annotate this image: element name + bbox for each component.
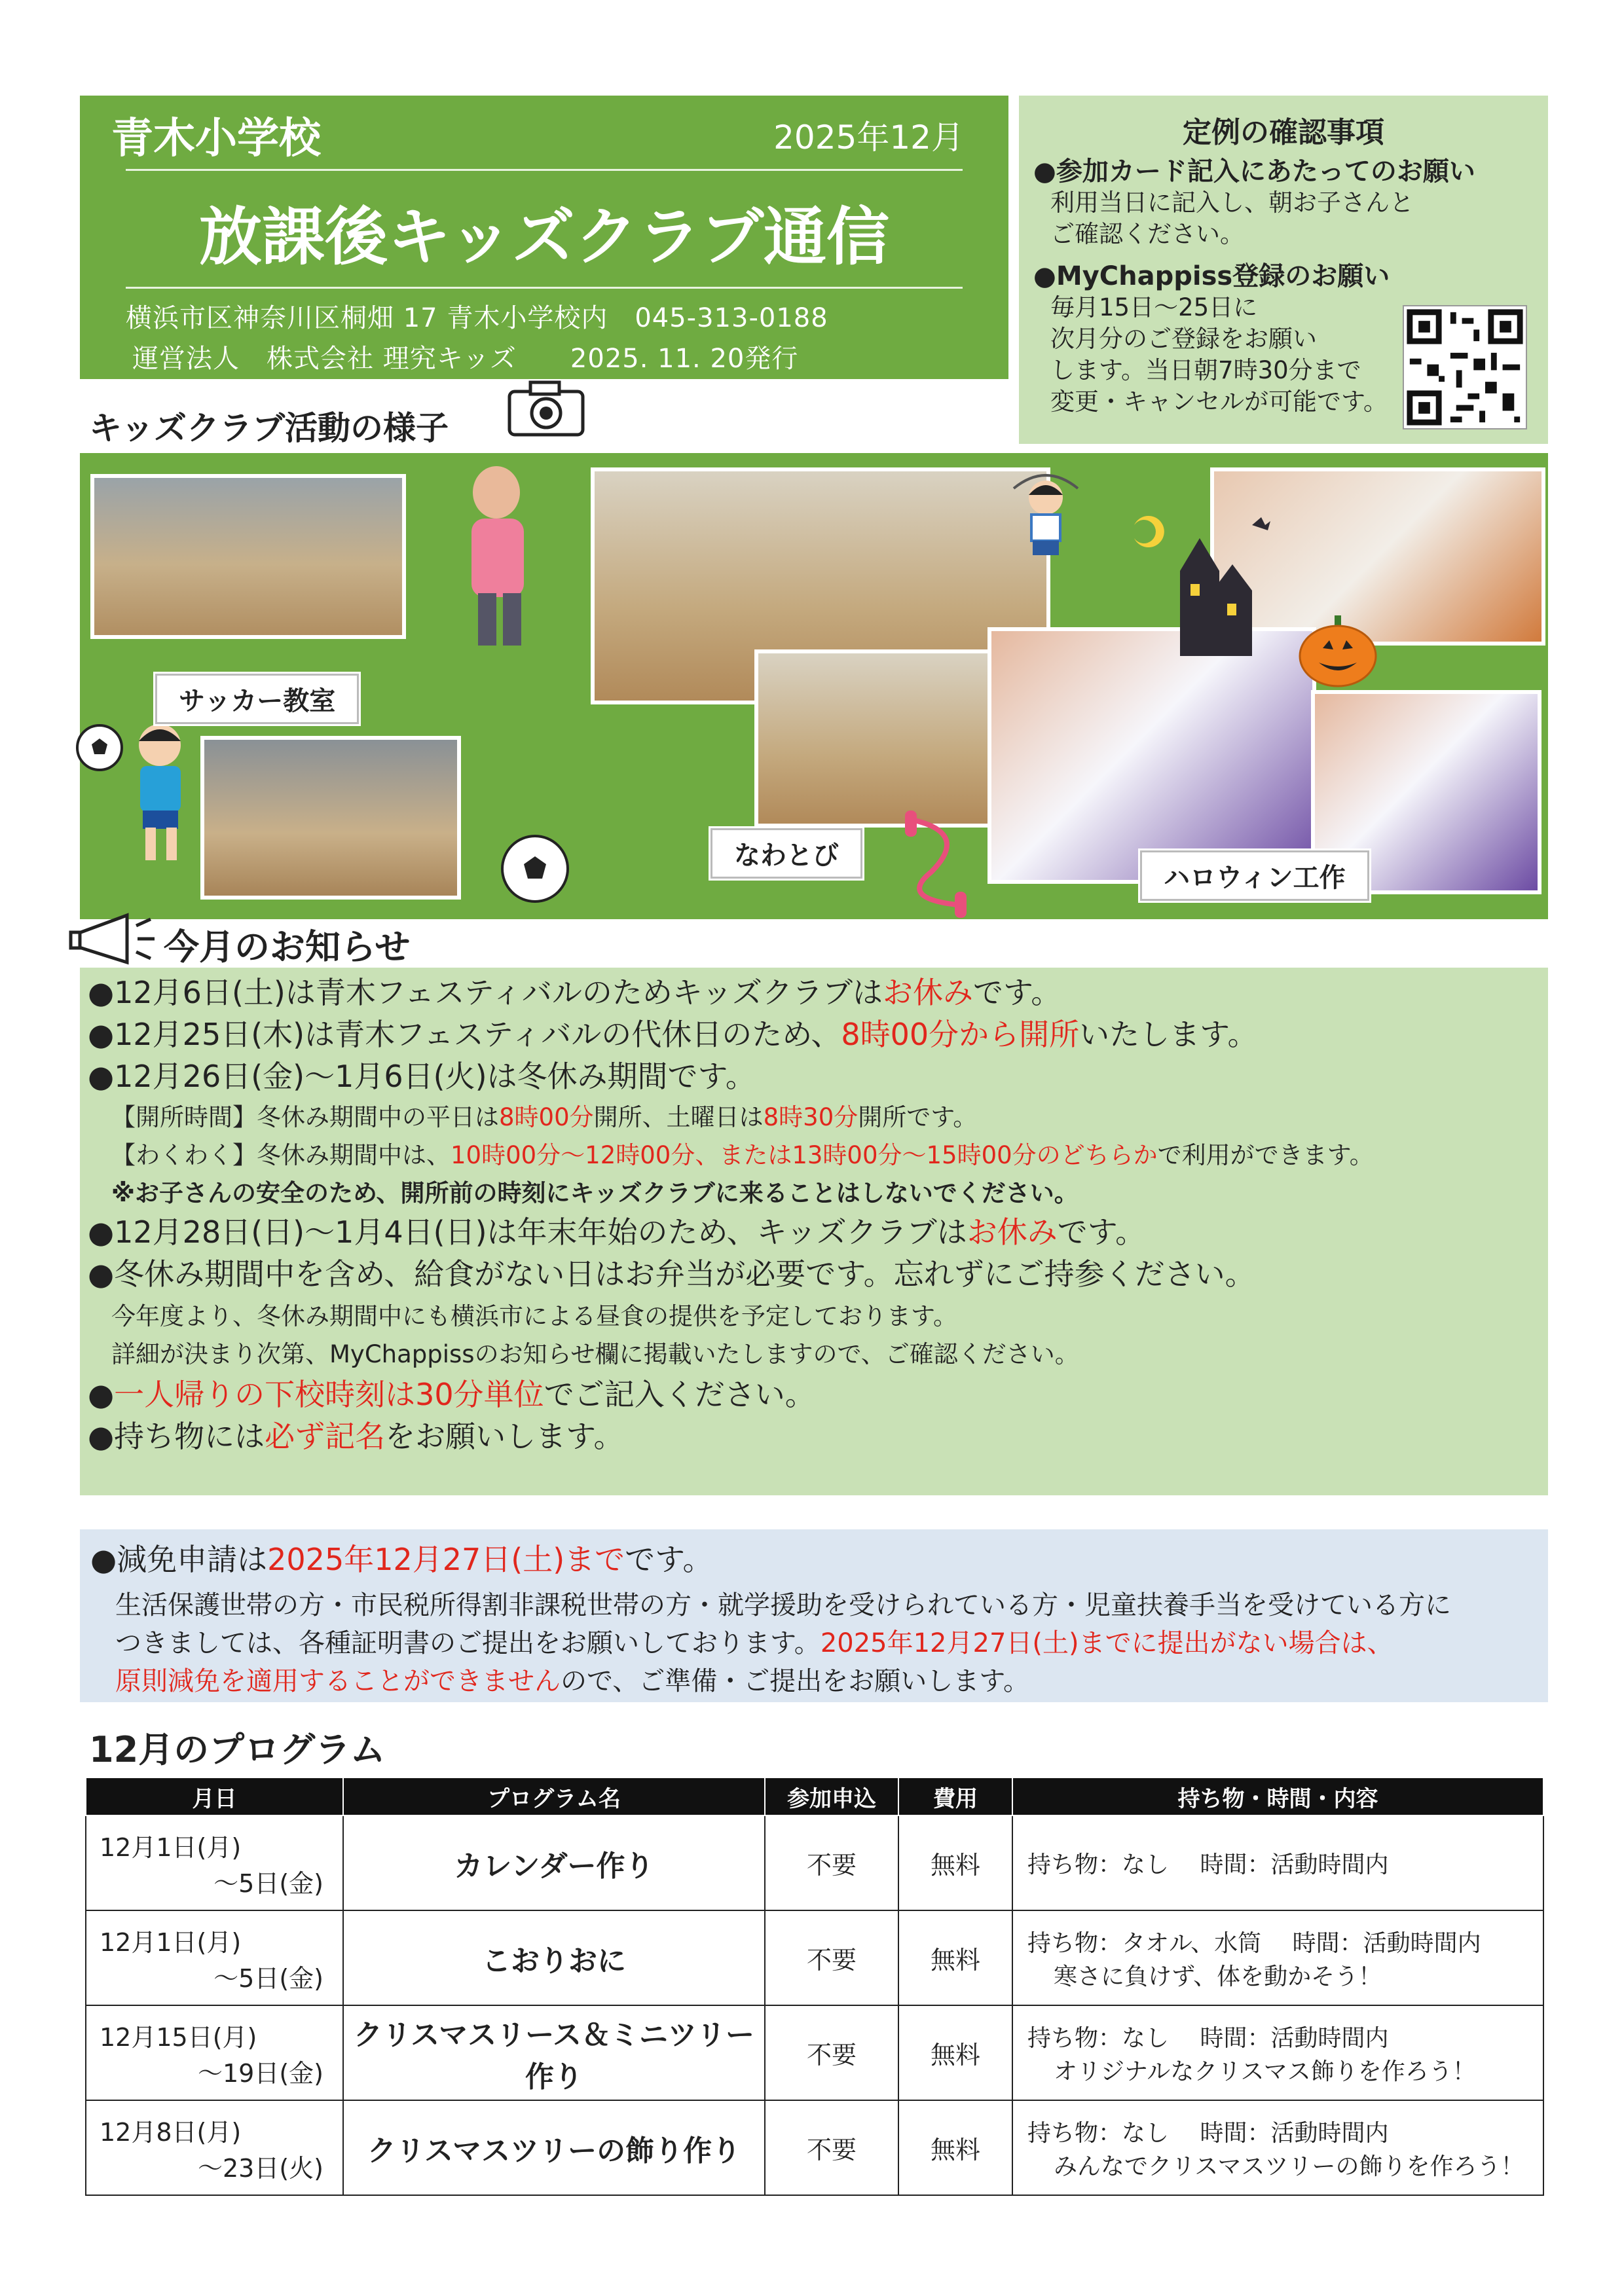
news-line: ●持ち物には必ず記名をお願いします。 — [88, 1419, 624, 1454]
program-table — [85, 1777, 1544, 2196]
news-line: ●12月28日(日)～1月4日(日)は年末年始のため、キッズクラブはお休みです。 — [88, 1214, 1146, 1250]
column-header: 参加申込 — [765, 1777, 898, 1815]
news-subline: 【開所時間】冬休み期間中の平日は8時00分開所、土曜日は8時30分開所です。 — [111, 1103, 978, 1131]
apply-cell: 不要 — [765, 2005, 898, 2100]
fee-cell: 無料 — [898, 1815, 1012, 1910]
date-cell: 12月1日(月) ～5日(金) — [86, 1815, 343, 1910]
news-line: ●冬休み期間中を含め、給食がない日はお弁当が必要です。忘れずにご持参ください。 — [88, 1256, 1255, 1292]
column-header: 費用 — [898, 1777, 1012, 1815]
reduction-line: 原則減免を適用することができませんので、ご準備・ご提出をお願いします。 — [115, 1666, 1029, 1696]
column-header: プログラム名 — [343, 1777, 765, 1815]
date-cell: 12月15日(月) ～19日(金) — [86, 2005, 343, 2100]
apply-cell: 不要 — [765, 1815, 898, 1910]
detail-cell: 持ち物：なし 時間：活動時間内 — [1012, 1815, 1543, 1910]
apply-cell: 不要 — [765, 1910, 898, 2005]
fee-cell: 無料 — [898, 2005, 1012, 2100]
qr-code[interactable] — [1403, 305, 1527, 429]
issue-date: 2025年12月 — [773, 118, 964, 156]
news-box — [80, 968, 1548, 1495]
table-header-row — [86, 1777, 1543, 1815]
jumping-kid-photo — [453, 453, 545, 649]
notice-line: 毎月15日～25日に — [1050, 293, 1258, 321]
date-cell: 12月1日(月) ～5日(金) — [86, 1910, 343, 2005]
address: 横浜市区神奈川区桐畑 17 青木小学校内 045-313-0188 — [126, 303, 828, 333]
divider — [126, 169, 963, 171]
news-line: ●12月26日(金)～1月6日(火)は冬休み期間です。 — [88, 1059, 756, 1094]
reduction-line: 生活保護世帯の方・市民税所得割非課税世帯の方・就学援助を受けられている方・児童扶養手当を受けている方に — [115, 1590, 1451, 1620]
soccer-kid-illustration — [114, 715, 212, 872]
date-cell: 12月8日(月) ～23日(火) — [86, 2100, 343, 2195]
program-name-cell: こおりおに — [343, 1910, 765, 2005]
fee-reduction-box — [80, 1529, 1548, 1702]
divider — [126, 287, 963, 289]
news-subline: 今年度より、冬休み期間中にも横浜市による昼食の提供を予定しております。 — [111, 1302, 958, 1330]
table-row — [86, 2100, 1543, 2195]
activity-heading: キッズクラブ活動の様子 — [89, 409, 449, 447]
news-heading: 今月のお知らせ — [164, 926, 411, 968]
fee-cell: 無料 — [898, 2100, 1012, 2195]
notice-line: します。当日朝7時30分まで — [1050, 356, 1361, 384]
megaphone-icon — [68, 906, 166, 972]
notice-title: 定例の確認事項 — [1183, 116, 1384, 149]
origami-bat-photo — [987, 627, 1316, 884]
news-line: ●12月25日(木)は青木フェスティバルの代休日のため、8時00分から開所いたします。 — [88, 1017, 1258, 1052]
notice-line: 次月分のご登録をお願い — [1050, 325, 1317, 353]
notice-line: ご確認ください。 — [1050, 220, 1244, 248]
column-header: 持ち物・時間・内容 — [1012, 1777, 1543, 1815]
jump-rope-card-photo — [754, 649, 1024, 828]
notice-heading: ●MyChappiss登録のお願い — [1033, 261, 1390, 291]
detail-cell: 持ち物：タオル、水筒 時間：活動時間内 寒さに負けず、体を動かそう！ — [1012, 1910, 1543, 2005]
jump-rope-icon — [892, 807, 984, 918]
notice-heading: ●参加カード記入にあたってのお願い — [1033, 156, 1475, 187]
table-row — [86, 1815, 1543, 1910]
soccer-photo — [200, 736, 461, 900]
table-row — [86, 2005, 1543, 2100]
soccer-photo — [90, 474, 406, 639]
photo-caption: ハロウィン工作 — [1138, 848, 1371, 903]
news-line: ●12月6日(土)は青木フェスティバルのためキッズクラブはお休みです。 — [88, 975, 1061, 1010]
header-banner — [80, 96, 1008, 379]
fee-cell: 無料 — [898, 1910, 1012, 2005]
notice-line: 利用当日に記入し、朝お子さんと — [1050, 189, 1414, 217]
column-header: 月日 — [86, 1777, 343, 1815]
photo-caption: サッカー教室 — [153, 672, 361, 726]
newsletter-title: 放課後キッズクラブ通信 — [198, 200, 890, 274]
reduction-line: ●減免申請は2025年12月27日(土)までです。 — [90, 1542, 713, 1577]
operator: 運営法人 株式会社 理究キッズ 2025. 11. 20発行 — [132, 344, 799, 374]
table-row — [86, 1910, 1543, 2005]
reduction-line: つきましては、各種証明書のご提出をお願いしております。2025年12月27日(土)までに提出がない場合は、 — [115, 1628, 1393, 1658]
program-name-cell: カレンダー作り — [343, 1815, 765, 1910]
news-line: ●一人帰りの下校時刻は30分単位でご記入ください。 — [88, 1377, 815, 1412]
camera-icon — [504, 376, 589, 439]
school-name: 青木小学校 — [111, 115, 321, 163]
photo-caption: なわとび — [709, 826, 864, 881]
haunted-house-icon — [1075, 499, 1272, 656]
activity-photo-panel — [80, 453, 1548, 919]
detail-cell: 持ち物：なし 時間：活動時間内 オリジナルなクリスマス飾りを作ろう！ — [1012, 2005, 1543, 2100]
news-subline: 詳細が決まり次第、MyChappissのお知らせ欄に掲載いたしますので、ご確認ください。 — [111, 1340, 1079, 1368]
detail-cell: 持ち物：なし 時間：活動時間内 みんなでクリスマスツリーの飾りを作ろう！ — [1012, 2100, 1543, 2195]
soccer-ball-icon — [499, 833, 571, 905]
program-name-cell: クリスマスリース＆ミニツリー 作り — [343, 2005, 765, 2100]
program-heading: 12月のプログラム — [89, 1729, 386, 1770]
program-name-cell: クリスマスツリーの飾り作り — [343, 2100, 765, 2195]
notice-line: 変更・キャンセルが可能です。 — [1050, 388, 1388, 416]
pumpkin-icon — [1295, 610, 1380, 689]
news-subline: ※お子さんの安全のため、開所前の時刻にキッズクラブに来ることはしないでください。 — [111, 1179, 1079, 1207]
apply-cell: 不要 — [765, 2100, 898, 2195]
routine-notice-box — [1019, 96, 1548, 444]
news-subline: 【わくわく】冬休み期間中は、10時00分～12時00分、または13時00分～15時00分のどちらかで利用ができます。 — [111, 1141, 1374, 1169]
